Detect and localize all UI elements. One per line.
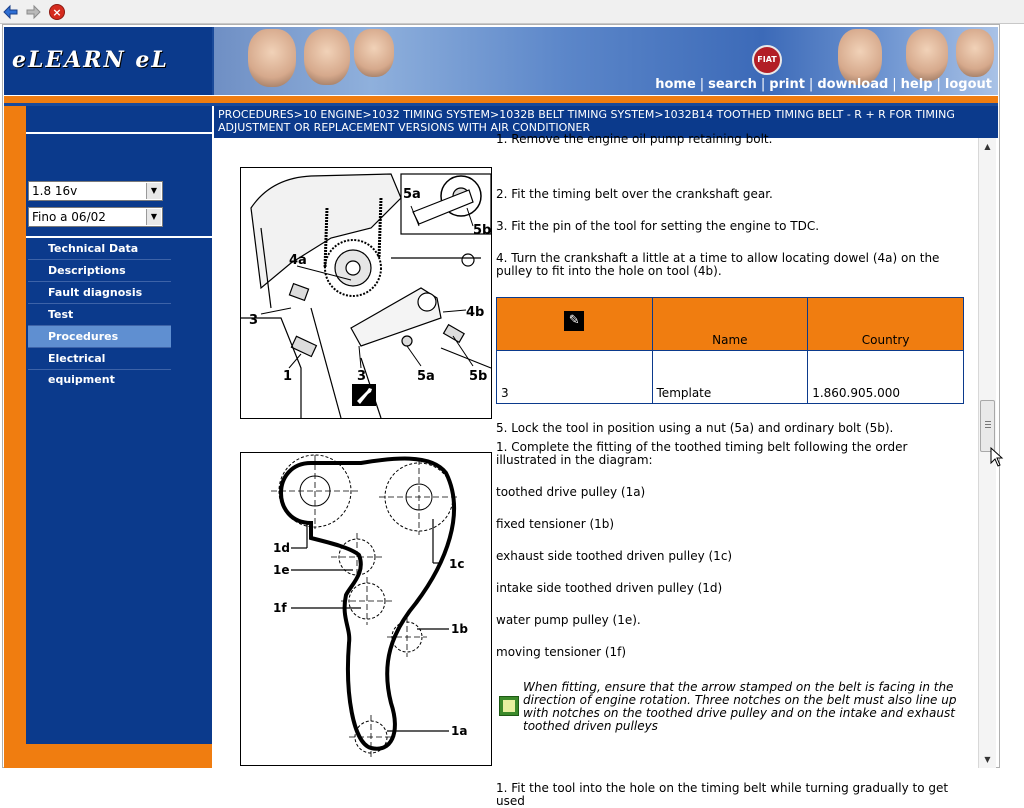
timing-tool-drawing bbox=[241, 168, 491, 418]
label-1: 1 bbox=[283, 369, 293, 384]
menu-item-technical-data[interactable]: Technical Data bbox=[28, 238, 171, 260]
table-header-tool bbox=[497, 298, 653, 351]
label-4a: 4a bbox=[289, 253, 307, 268]
nav-print[interactable]: print bbox=[769, 77, 805, 92]
label-1d: 1d bbox=[273, 541, 290, 555]
stop-button[interactable] bbox=[49, 4, 65, 20]
face-photo bbox=[906, 29, 948, 81]
step-text: 3. Fit the pin of the tool for setting the engine to TDC. bbox=[496, 219, 820, 233]
belt-routing-drawing bbox=[241, 453, 491, 765]
logo-area bbox=[4, 27, 212, 95]
page bbox=[0, 24, 1024, 808]
label-1f: 1f bbox=[273, 601, 287, 615]
timing-tool-diagram bbox=[240, 167, 492, 419]
scroll-up-icon[interactable]: ▲ bbox=[984, 142, 991, 151]
table-cell: 1.860.905.000 bbox=[808, 351, 964, 404]
face-photo bbox=[248, 29, 296, 87]
face-photo bbox=[304, 29, 350, 85]
step-text: 2. Fit the timing belt over the crankshaft gear. bbox=[496, 187, 773, 201]
left-top-band bbox=[26, 106, 212, 134]
elearn-logo: eLEARN eL bbox=[12, 47, 169, 73]
list-item: intake side toothed driven pulley (1d) bbox=[496, 581, 723, 595]
breadcrumb: PROCEDURES>10 ENGINE>1032 TIMING SYSTEM>1032B BELT TIMING SYSTEM>1032B14 TOOTHED TIMING BELT - R + R FOR TIMING ADJUSTMENT OR REPLACEMENT VERSIONS WITH AIR CONDITIONER bbox=[214, 106, 998, 138]
orange-bar bbox=[4, 106, 26, 768]
label-3b: 3 bbox=[357, 369, 367, 384]
label-5a-b: 5a bbox=[417, 369, 435, 384]
label-4b: 4b bbox=[466, 305, 485, 320]
header bbox=[4, 27, 998, 95]
menu-item-descriptions[interactable]: Descriptions bbox=[28, 260, 171, 282]
nav-logout[interactable]: logout bbox=[944, 77, 992, 92]
left-panel-inner bbox=[26, 106, 212, 744]
list-item: fixed tensioner (1b) bbox=[496, 517, 615, 531]
label-3: 3 bbox=[249, 313, 259, 328]
content-area bbox=[214, 132, 978, 808]
browser-toolbar bbox=[0, 0, 1024, 24]
table-header-row bbox=[497, 298, 964, 351]
nav-download[interactable]: download bbox=[817, 77, 889, 92]
list-item: exhaust side toothed driven pulley (1c) bbox=[496, 549, 733, 563]
table-row bbox=[497, 351, 964, 404]
list-item: toothed drive pulley (1a) bbox=[496, 485, 646, 499]
table-header-country: Country bbox=[808, 298, 964, 351]
table-cell: Template bbox=[652, 351, 808, 404]
step-text: 4. Turn the crankshaft a little at a time to allow locating dowel (4a) on the pulley to fit into the hole on tool (4b). bbox=[496, 251, 940, 278]
label-1b: 1b bbox=[451, 622, 468, 636]
note-text: When fitting, ensure that the arrow stamped on the belt is facing in the direction of engine rotation. Three notches on the belt must also line up with notches on the toothed drive pulley and on the intake and exhaust toothed driven pulleys bbox=[523, 680, 957, 733]
face-photo bbox=[956, 29, 994, 77]
date-select-value: Fino a 06/02 bbox=[32, 210, 106, 224]
forward-arrow-icon[interactable] bbox=[25, 4, 41, 20]
scroll-down-icon[interactable]: ▼ bbox=[984, 755, 991, 764]
orange-bottom-bar bbox=[4, 744, 212, 768]
nav-help[interactable]: help bbox=[900, 77, 933, 92]
label-5a: 5a bbox=[403, 187, 421, 202]
mouse-cursor-icon bbox=[990, 447, 1002, 467]
step-text: 1. Complete the fitting of the toothed timing belt following the order illustrated in the diagram: bbox=[496, 440, 908, 467]
menu-item-procedures[interactable]: Procedures bbox=[28, 326, 171, 348]
date-select[interactable] bbox=[28, 207, 163, 227]
step-text: 5. Lock the tool in position using a nut (5a) and ordinary bolt (5b). bbox=[496, 421, 894, 435]
label-1c: 1c bbox=[449, 557, 465, 571]
scroll-thumb[interactable] bbox=[980, 400, 995, 452]
engine-select[interactable] bbox=[28, 181, 163, 201]
orange-stripe bbox=[4, 96, 998, 103]
engine-select-value: 1.8 16v bbox=[32, 184, 78, 198]
top-nav: home | search | print | download | help | logout bbox=[655, 77, 992, 92]
menu-item-test[interactable]: Test bbox=[28, 304, 171, 326]
chevron-down-icon: ▼ bbox=[146, 209, 161, 225]
back-arrow-icon[interactable] bbox=[3, 4, 19, 20]
fiat-logo: FIAT bbox=[752, 45, 782, 75]
label-1a: 1a bbox=[451, 724, 468, 738]
nav-home[interactable]: home bbox=[655, 77, 696, 92]
stop-icon: × bbox=[49, 4, 65, 20]
belt-routing-diagram bbox=[240, 452, 492, 766]
menu-item-fault-diagnosis[interactable]: Fault diagnosis bbox=[28, 282, 171, 304]
side-menu bbox=[28, 238, 171, 386]
face-photo bbox=[354, 29, 394, 77]
list-item: water pump pulley (1e). bbox=[496, 613, 641, 627]
table-header-name: Name bbox=[652, 298, 808, 351]
menu-item-electrical-equipment[interactable]: Electrical equipment bbox=[28, 348, 171, 370]
note-icon bbox=[499, 696, 519, 716]
table-cell: 3 bbox=[497, 351, 653, 404]
step-text: 1. Remove the engine oil pump retaining bolt. bbox=[496, 132, 773, 146]
step-text: 1. Fit the tool into the hole on the timing belt while turning gradually to get used bbox=[496, 781, 949, 808]
label-5b-b: 5b bbox=[469, 369, 488, 384]
nav-search[interactable]: search bbox=[708, 77, 757, 92]
chevron-down-icon: ▼ bbox=[146, 183, 161, 199]
wrench-icon: ✎ bbox=[564, 311, 584, 331]
list-item: moving tensioner (1f) bbox=[496, 645, 627, 659]
tool-table bbox=[496, 297, 964, 404]
label-5b: 5b bbox=[473, 223, 492, 238]
label-1e: 1e bbox=[273, 563, 290, 577]
